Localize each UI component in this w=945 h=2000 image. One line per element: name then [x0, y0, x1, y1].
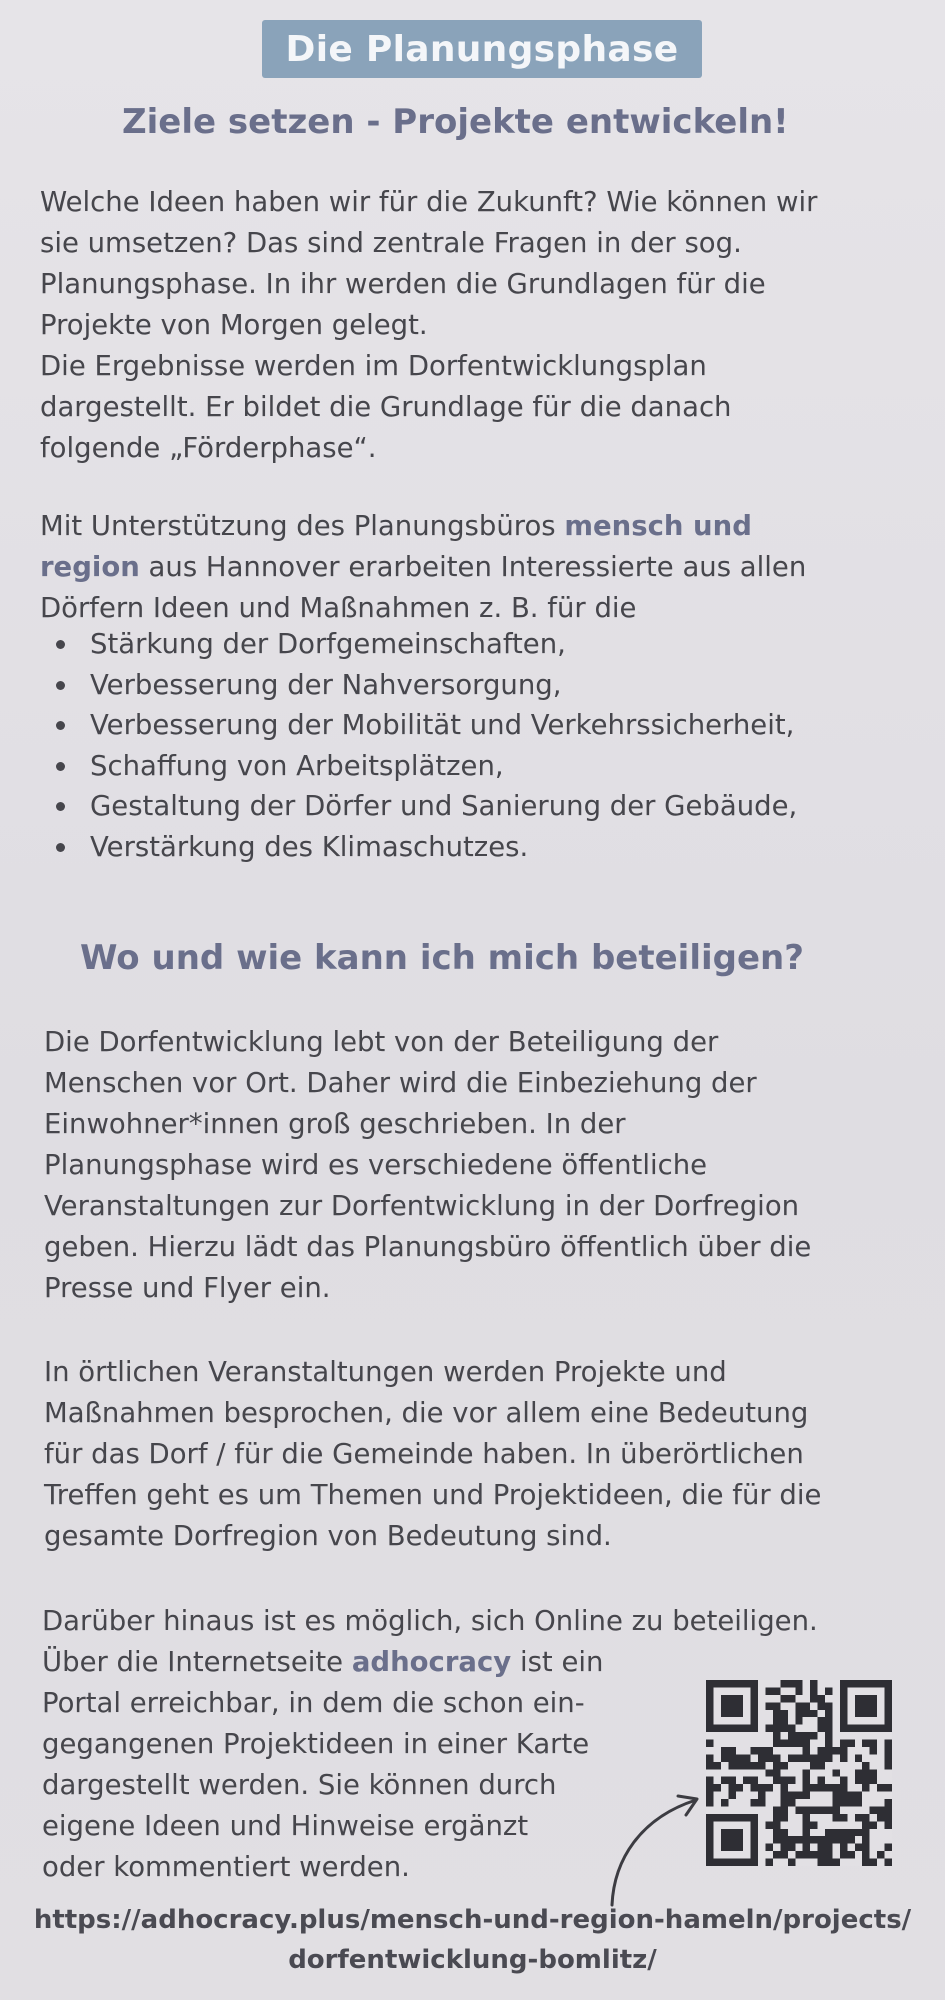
curved-arrow-icon — [600, 1790, 710, 1910]
list-item: Gestaltung der Dörfer und Sanierung der Gebäude, — [40, 786, 797, 827]
online-paragraph: Darüber hinaus ist es möglich, sich Online zu beteiligen. — [42, 1605, 818, 1637]
portal-paragraph — [42, 1642, 603, 1888]
list-item: Verstärkung des Klimaschutzes. — [40, 827, 797, 868]
portal-name: adhocracy — [351, 1646, 512, 1678]
participation-paragraph: Die Dorfentwicklung lebt von der Beteiligung der Menschen vor Ort. Daher wird die Einbeziehung der Einwohner*innen groß geschrieben. In der Planungsphase wird es verschiedene öffentliche Veranstaltungen zur Dorfentwicklung in der Dorfregion geben. Hierzu lädt das Planungsbüro öffentlich über die Presse und Flyer ein. — [44, 1026, 812, 1304]
planner-name: mensch und region — [40, 510, 752, 583]
heading-goals: Ziele setzen - Projekte entwickeln! — [122, 102, 789, 142]
portal-text-end: ist ein Portal erreichbar, in dem die schon ein- gegangenen Projektideen in einer Karte dargestellt werden. Sie können durch eigene Ideen und Hinweise ergänzt oder kommentiert werden. — [42, 1646, 604, 1883]
project-url[interactable] — [0, 1900, 945, 1980]
meetings-paragraph: In örtlichen Veranstaltungen werden Projekte und Maßnahmen besprochen, die vor allem eine Bedeutung für das Dorf / für die Gemeinde haben. In überörtlichen Treffen geht es um Themen und Projektideen, die für die gesamte Dorfregion von Bedeutung sind. — [44, 1356, 822, 1552]
list-item: Schaffung von Arbeitsplätzen, — [40, 746, 797, 787]
list-item: Verbesserung der Nahversorgung, — [40, 665, 797, 706]
support-paragraph — [40, 506, 806, 629]
list-item: Verbesserung der Mobilität und Verkehrssicherheit, — [40, 705, 797, 746]
url-line-2[interactable]: dorfentwicklung-bomlitz/ — [288, 1945, 657, 1975]
list-item: Stärkung der Dorfgemeinschaften, — [40, 624, 797, 665]
section-banner: Die Planungsphase — [262, 20, 702, 78]
url-line-1[interactable]: https://adhocracy.plus/mensch-und-region-hameln/projects/ — [33, 1905, 912, 1935]
portal-text-start: Über die Internetseite — [42, 1646, 352, 1678]
intro-paragraph: Welche Ideen haben wir für die Zukunft? Wie können wir sie umsetzen? Das sind zentrale Fragen in der sog. Planungsphase. In ihr werden die Grundlagen für die Projekte von Morgen gelegt. Die Ergebnisse werden im Dorfentwicklungsplan dargestellt. Er bildet die Grundlage für die danach folgende „Förderphase“. — [40, 186, 818, 464]
qr-code-icon[interactable] — [706, 1680, 892, 1866]
topics-list — [40, 624, 797, 867]
support-text-start: Mit Unterstützung des Planungsbüros — [40, 510, 565, 542]
support-text-end: aus Hannover erarbeiten Interessierte aus allen Dörfern Ideen und Maßnahmen z. B. für die — [40, 551, 807, 624]
heading-participation: Wo und wie kann ich mich beteiligen? — [80, 938, 804, 978]
